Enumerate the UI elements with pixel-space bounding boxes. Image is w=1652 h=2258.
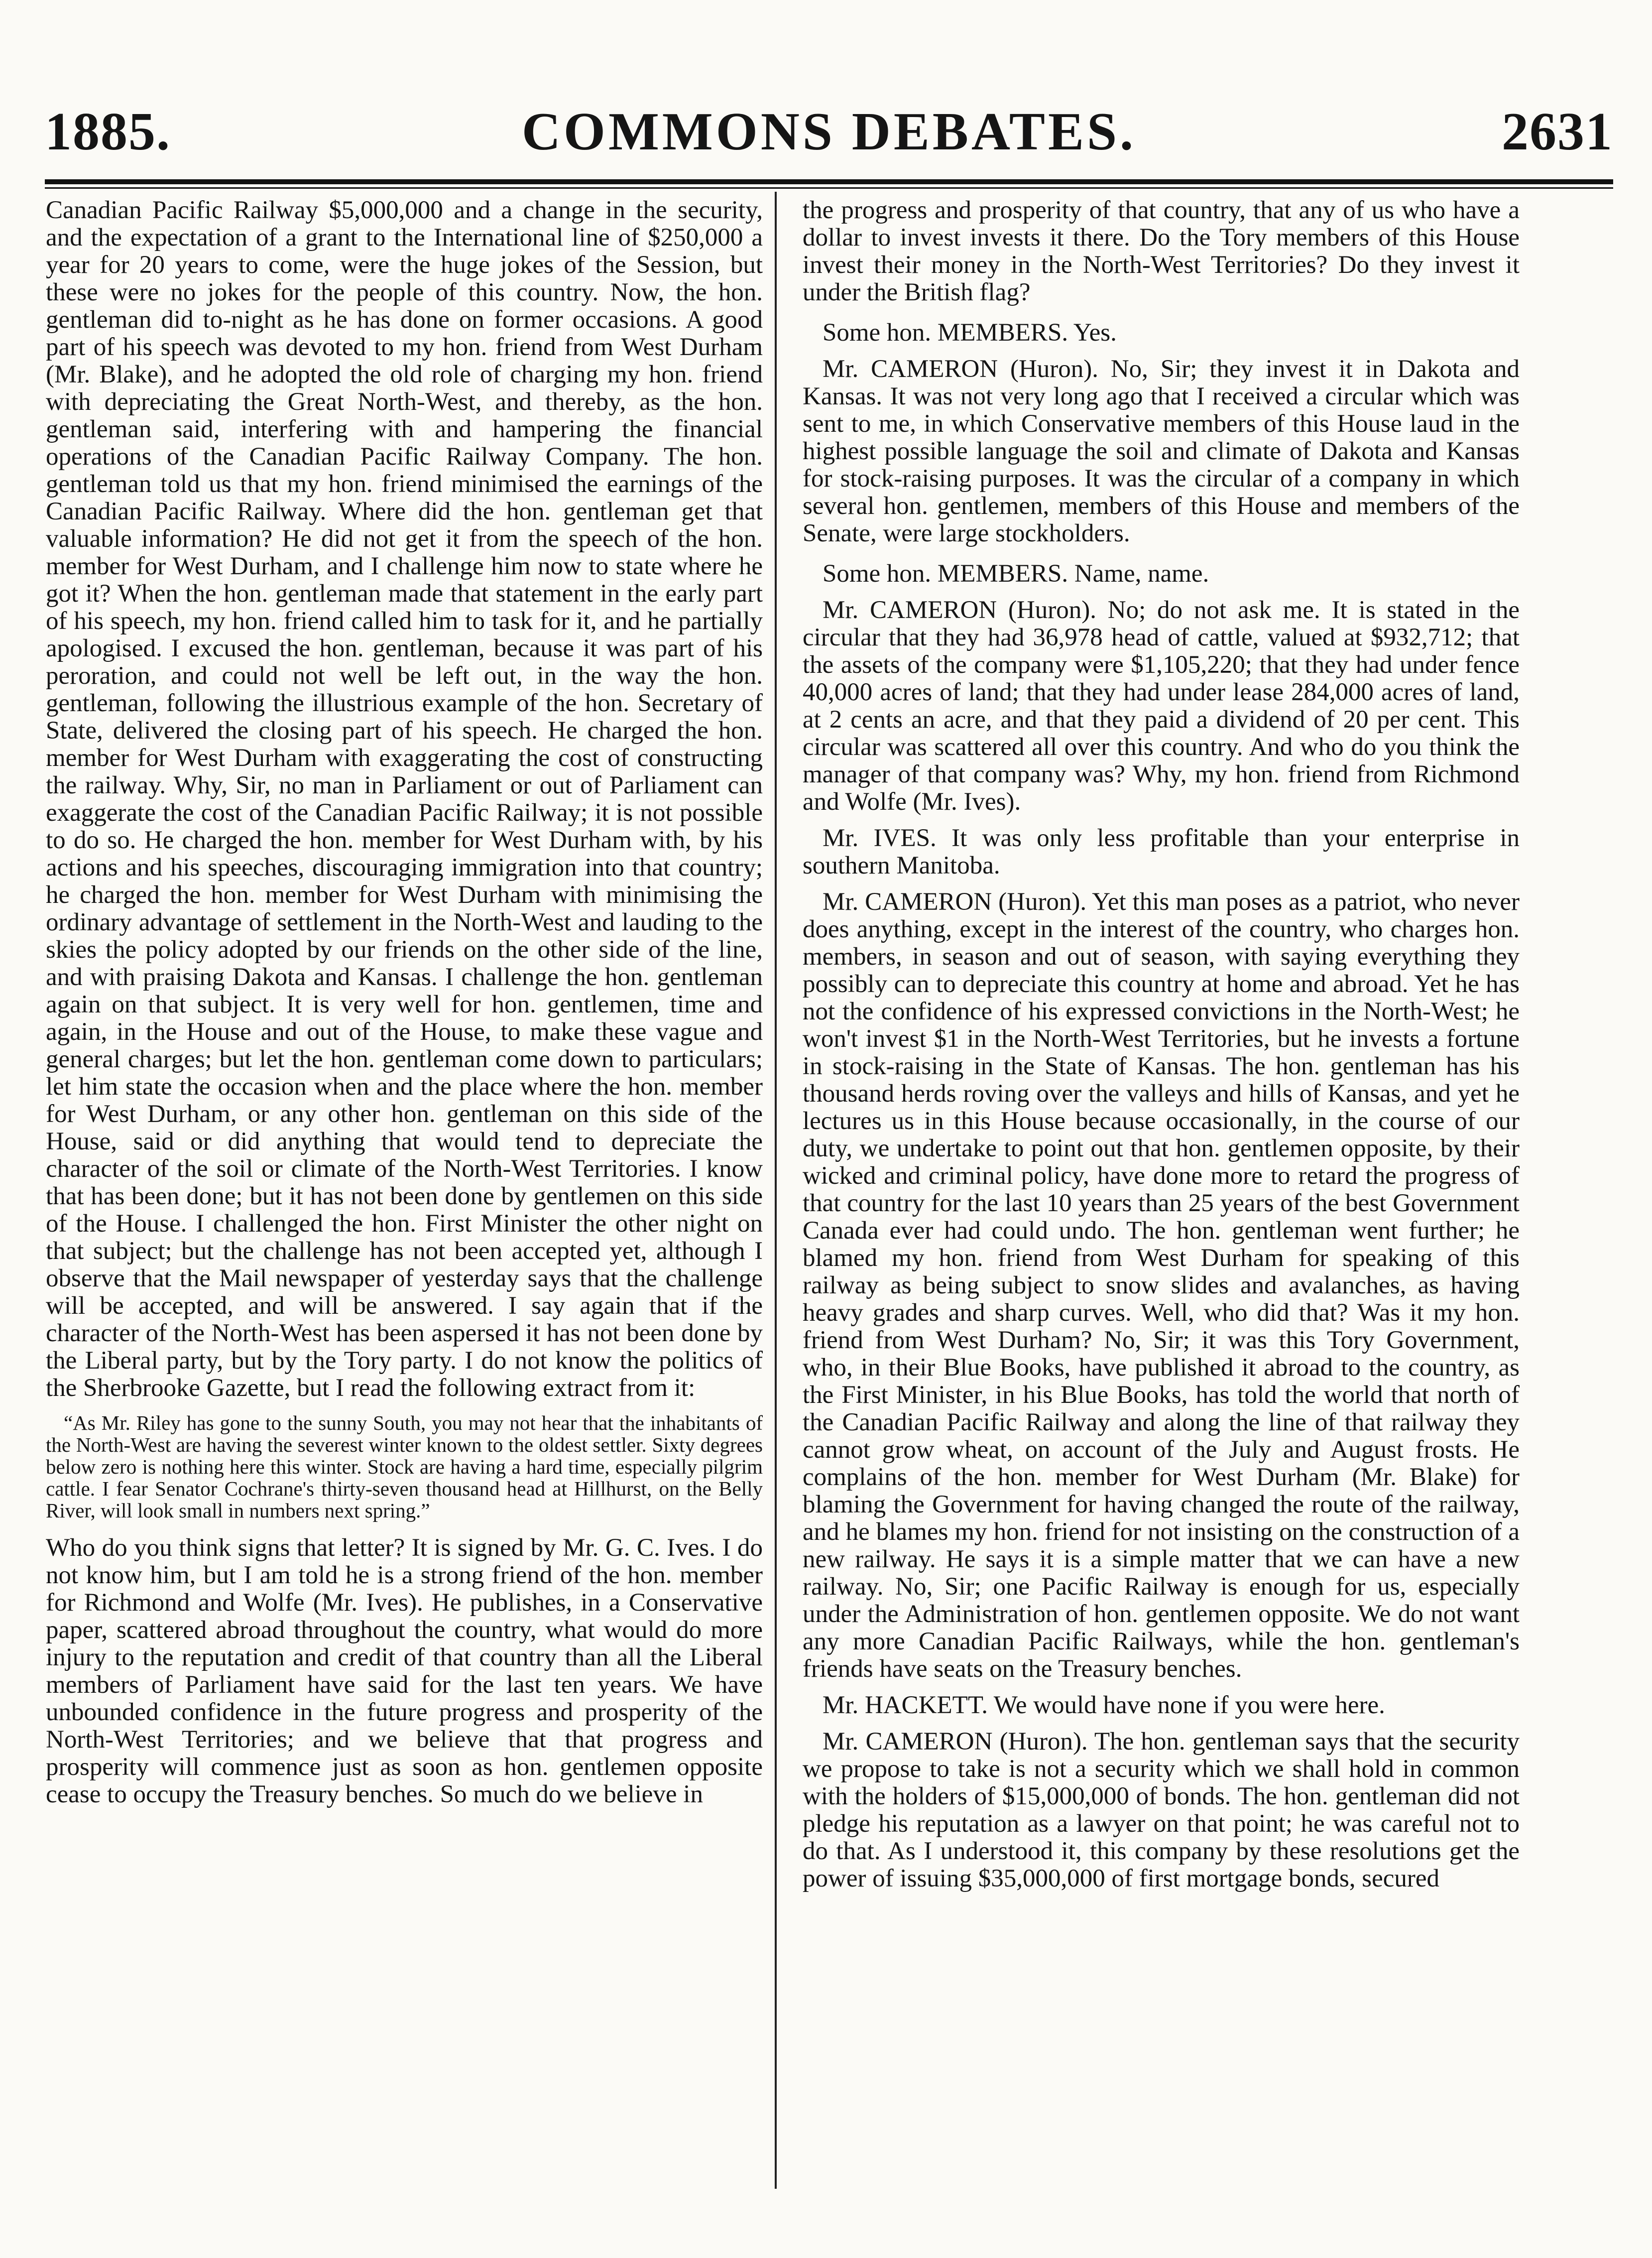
speaker-paragraph: Mr. HACKETT. We would have none if you were here. — [823, 1691, 1385, 1719]
speaker-paragraph: Some hon. MEMBERS. Yes. — [823, 319, 1117, 347]
speaker-paragraph: Mr. CAMERON (Huron). No, Sir; they invest it in Dakota and Kansas. It was not very long ago that I received a circular which was sent to me, in which Conservative members of this House laud in the highest possible language the soil and climate of Dakota and Kansas for stock-raising purposes. It was the circular of a company in which several hon. gentlemen, members of this House and members of the Senate, were large stockholders. — [803, 355, 1520, 547]
page-header — [45, 100, 1613, 164]
publication-title: COMMONS DEBATES. — [521, 102, 1137, 161]
paragraph: Canadian Pacific Railway $5,000,000 and a change in the security, and the expectation of a grant to the International line of $250,000 a year for 20 years to come, were the huge jokes of the Session, but these were no jokes for the people of this country. Now, the hon. gentleman did to-night as he has done on former occasions. A good part of his speech was devoted to my hon. friend from West Durham (Mr. Blake), and he adopted the old role of charging my hon. friend with depreciating the Great North-West, and thereby, as the hon. gentleman said, interfering with and hampering the financial operations of the Canadian Pacific Railway Company. The hon. gentleman told us that my hon. friend minimised the earnings of the Canadian Pacific Railway. Where did the hon. gentleman get that valuable information? He did not get it from the speech of the hon. member for West Durham, and I challenge him now to state where he got it? When the hon. gentleman made that statement in the early part of his speech, my hon. friend called him to task for it, and he partially apologised. I excused the hon. gentleman, because it was part of his peroration, and could not well be left out, in the way the hon. gentleman, following the illustrious example of the hon. Secretary of State, delivered the closing part of his speech. He charged the hon. member for West Durham with exaggerating the cost of constructing the railway. Why, Sir, no man in Parliament or out of Parliament can exaggerate the cost of the Canadian Pacific Railway; it is not possible to do so. He charged the hon. member for West Durham with, by his actions and his speeches, discouraging immigration into that country; he charged the hon. member for West Durham with minimising the ordinary advantage of settlement in the North-West and lauding to the skies the policy adopted by our friends on the other side of the line, and with praising Dakota and Kansas. I challenge the hon. gentleman again on that subject. It is very well for hon. gentlemen, time and again, in the House and out of the House, to make these vague and general charges; but let the hon. gentleman come down to particulars; let him state the occasion when and the place where the hon. member for West Durham, or any other hon. gentleman on this side of the House, said or did anything that would tend to depreciate the character of the soil or climate of the North-West Territories. I know that has been done; but it has not been done by gentlemen on this side of the House. I challenged the hon. First Minister the other night on that subject; but the challenge has not been accepted yet, although I observe that the Mail newspaper of yesterday says that the challenge will be accepted, and will be answered. I say again that if the character of the North-West has been aspersed it has not been done by the Liberal party, but by the Tory party. I do not know the politics of the Sherbrooke Gazette, but I read the following extract from it: — [46, 197, 763, 1402]
column-divider — [775, 192, 777, 2189]
left-column — [46, 197, 763, 2189]
quoted-extract: “As Mr. Riley has gone to the sunny South, you may not hear that the inhabitants of the North-West are having the severest winter known to the oldest settler. Sixty degrees below zero is nothing here this winter. Stock are having a hard time, especially pilgrim cattle. I fear Senator Cochrane's thirty-seven thousand head at Hillhurst, on the Belly River, will look small in numbers next spring.” — [46, 1411, 763, 1522]
paragraph: Who do you think signs that letter? It is signed by Mr. G. C. Ives. I do not know him, but I am told he is a strong friend of the hon. member for Richmond and Wolfe (Mr. Ives). He publishes, in a Conservative paper, scattered abroad throughout the country, what would do more injury to the reputation and credit of that country than all the Liberal members of Parliament have said for the last ten years. We have unbounded confidence in the future progress and prosperity of the North-West Territories; and we believe that that progress and prosperity will commence just as soon as hon. gentlemen opposite cease to occupy the Treasury benches. So much do we believe in — [46, 1534, 763, 1808]
speaker-paragraph: Mr. IVES. It was only less profitable than your enterprise in southern Manitoba. — [803, 824, 1520, 879]
header-rule-thin — [45, 187, 1613, 189]
header-rule-thick — [45, 179, 1613, 184]
paragraph: the progress and prosperity of that country, that any of us who have a dollar to invest invests it there. Do the Tory members of this House invest their money in the North-West Territories? Do they invest it under the British flag? — [803, 197, 1520, 306]
right-column — [803, 197, 1520, 2189]
speaker-paragraph: Mr. CAMERON (Huron). Yet this man poses as a patriot, who never does anything, except in the interest of the country, who charges hon. members, in season and out of season, with saying everything they possibly can to depreciate this country at home and abroad. Yet he has not the confidence of his expressed convictions in the North-West; he won't invest $1 in the North-West Territories, but he invests a fortune in stock-raising in the State of Kansas. The hon. gentleman has his thousand herds roving over the valleys and hills of Kansas, and yet he lectures us in this House because occasionally, in the course of our duty, we undertake to point out that hon. gentlemen opposite, by their wicked and criminal policy, have done more to retard the progress of that country for the last 10 years than 25 years of the best Government Canada ever had could undo. The hon. gentleman went further; he blamed my hon. friend from West Durham for speaking of this railway as being subject to snow slides and avalanches, as having heavy grades and sharp curves. Well, who did that? Was it my hon. friend from West Durham? No, Sir; it was this Tory Government, who, in their Blue Books, have published it abroad to the country, as the First Minister, in his Blue Books, has told the world that north of the Canadian Pacific Railway and along the line of that railway they cannot grow wheat, on account of the July and August frosts. He complains of the hon. member for West Durham (Mr. Blake) for blaming the Government for having changed the route of the railway, and he blames my hon. friend for not insisting on the construction of a new railway. He says it is a simple matter that we can have a new railway. No, Sir; one Pacific Railway is enough for us, especially under the Administration of hon. gentlemen opposite. We do not want any more Canadian Pacific Railways, while the hon. gentleman's friends have seats on the Treasury benches. — [803, 888, 1520, 1683]
speaker-paragraph: Mr. CAMERON (Huron). No; do not ask me. It is stated in the circular that they had 36,978 head of cattle, valued at $932,712; that the assets of the company were $1,105,220; that they had under fence 40,000 acres of land; that they had under lease 284,000 acres of land, at 2 cents an acre, and that they paid a dividend of 20 per cent. This circular was scattered all over this country. And who do you think the manager of that company was? Why, my hon. friend from Richmond and Wolfe (Mr. Ives). — [803, 596, 1520, 816]
page-year: 1885. — [45, 102, 171, 161]
speaker-paragraph: Mr. CAMERON (Huron). The hon. gentleman says that the security we propose to take is not a security which we shall hold in common with the holders of $15,000,000 of bonds. The hon. gentleman did not pledge his reputation as a lawyer on that point; he was careful not to do that. As I understood it, this company by these resolutions get the power of issuing $35,000,000 of first mortgage bonds, secured — [803, 1728, 1520, 1892]
page-number: 2631 — [1502, 102, 1613, 161]
speaker-paragraph: Some hon. MEMBERS. Name, name. — [823, 560, 1209, 588]
